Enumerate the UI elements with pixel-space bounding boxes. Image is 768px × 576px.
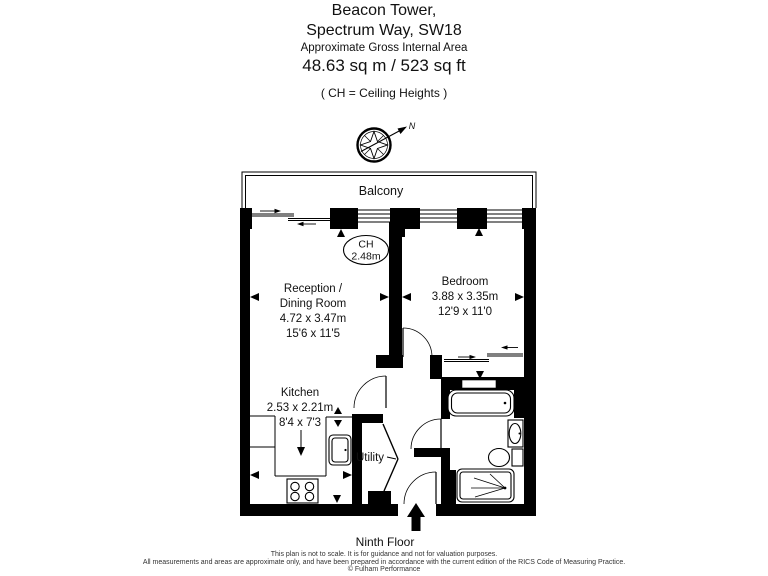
ch-label: CH: [358, 238, 374, 251]
sink-icon: [329, 435, 351, 465]
shower-icon: [457, 469, 514, 502]
bedroom-label: [432, 276, 498, 318]
svg-text:3.88 x 3.35m: 3.88 x 3.35m: [431, 291, 499, 303]
svg-text:8'4 x 7'3: 8'4 x 7'3: [278, 417, 322, 429]
disclaimer-line2: All measurements and areas are approximate only, and have been prepared in accordance with the current edition of the RICS Code of Measuring Practice.: [142, 558, 626, 566]
svg-text:Bedroom: Bedroom: [441, 276, 489, 288]
ceiling-height-note: ( CH = Ceiling Heights ): [320, 85, 448, 100]
building-title: Beacon Tower,: [331, 2, 437, 19]
svg-text:Reception /: Reception /: [283, 283, 343, 295]
svg-text:4.72 x 3.47m: 4.72 x 3.47m: [279, 313, 347, 325]
ch-value: 2.48m: [351, 250, 381, 263]
svg-text:2.53 x 2.21m: 2.53 x 2.21m: [266, 402, 334, 414]
floor-label: Ninth Floor: [355, 535, 415, 549]
svg-text:15'6 x 11'5: 15'6 x 11'5: [285, 328, 341, 340]
balcony-area: [242, 172, 536, 208]
basin-icon: [508, 420, 523, 447]
north-label: N: [408, 121, 416, 131]
area-label: Approximate Gross Internal Area: [300, 42, 468, 55]
svg-text:Kitchen: Kitchen: [280, 387, 320, 399]
bathtub-icon: [448, 390, 514, 416]
toilet-icon: [489, 449, 524, 467]
svg-text:Dining Room: Dining Room: [279, 298, 347, 310]
north-needle-head: [398, 127, 408, 135]
balcony-label: Balcony: [358, 184, 404, 198]
wall-niche: [462, 380, 496, 388]
utility-label: Utility: [355, 452, 385, 464]
street-title: Spectrum Way, SW18: [306, 21, 462, 39]
ceiling-height-badge: [344, 236, 389, 265]
disclaimer-line1: This plan is not to scale. It is for guidance and not for valuation purposes.: [270, 551, 498, 559]
area-value: 48.63 sq m / 523 sq ft: [302, 55, 466, 75]
compass-icon: [358, 121, 416, 162]
disclaimer: [0, 551, 768, 574]
hob-icon: [287, 479, 318, 503]
disclaimer-line3: © Fulham Performance: [347, 566, 421, 574]
svg-text:12'9 x 11'0: 12'9 x 11'0: [437, 306, 493, 318]
